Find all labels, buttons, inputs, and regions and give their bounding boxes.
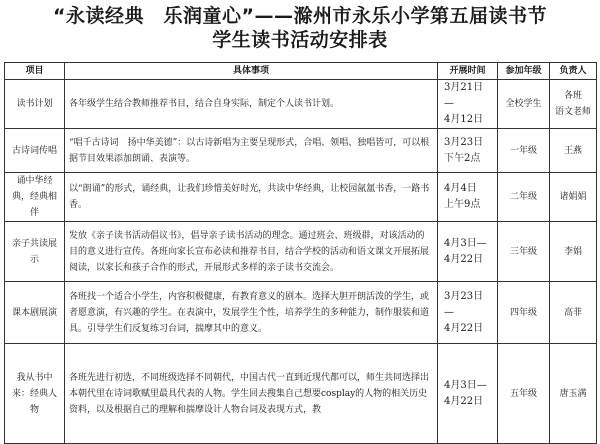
item-cell: 我从书中来：经典人物 bbox=[5, 344, 65, 444]
column-header-grade: 参加年级 bbox=[498, 63, 550, 80]
desc-cell: 各班先进行初选，不同班级选择不同朝代，中国古代一直到近现代都可以，师生共同选择出本朝代里在诗词歌赋里最具代表的人物。学生回去搜集自己想要cosplay的人物的相关历史资料，以及根据自己的理解和揣摩设计人物台词及表现方式，教 bbox=[65, 344, 438, 444]
column-header-item: 项目 bbox=[5, 63, 65, 80]
item-cell: 亲子共读展示 bbox=[5, 222, 65, 282]
item-cell: 古诗词传唱 bbox=[5, 129, 65, 173]
page bbox=[0, 4, 600, 415]
grade-cell: 四年级 bbox=[498, 282, 550, 344]
table-row bbox=[5, 282, 597, 344]
grade-cell: 全校学生 bbox=[498, 80, 550, 129]
desc-cell: 发放《亲子读书活动倡议书》，倡导亲子读书活动的理念。通过班会、班级群，对该活动的目的意义进行宣传。各班向家长宣布必读和推荐书目，结合学校的活动和语文课文开展拓展阅读，以家长和孩子合作的形式，开展形式多样的亲子读书交流会。 bbox=[65, 222, 438, 282]
desc-cell: “唱千古诗词 扬中华美德”：以古诗新唱为主要呈现形式，合唱、领唱、独唱皆可，可以根据节目效果添加朗诵、表演等。 bbox=[65, 129, 438, 173]
table-row bbox=[5, 129, 597, 173]
time-cell: 3月21日— 4月12日 bbox=[438, 80, 498, 129]
time-cell: 4月4日 上午9点 bbox=[438, 173, 498, 222]
table-row bbox=[5, 80, 597, 129]
page-title: “永读经典 乐润童心”——滁州市永乐小学第五届读书节 bbox=[53, 5, 547, 27]
grade-cell: 三年级 bbox=[498, 222, 550, 282]
owner-cell: 诸娟娟 bbox=[550, 173, 597, 222]
owner-cell: 李娟 bbox=[550, 222, 597, 282]
grade-cell: 一年级 bbox=[498, 129, 550, 173]
table-row bbox=[5, 344, 597, 444]
owner-cell: 高菲 bbox=[550, 282, 597, 344]
time-cell: 3月23日 下午2点 bbox=[438, 129, 498, 173]
grade-cell: 二年级 bbox=[498, 173, 550, 222]
desc-cell: 以“朗诵”的形式，诵经典，让我们珍惜美好时光，共读中华经典，让校园氤氲书香，一路书香。 bbox=[65, 173, 438, 222]
table-row bbox=[5, 173, 597, 222]
desc-cell: 各班找一个适合小学生，内容积极健康，有教育意义的剧本。选择大胆开朗活泼的学生，或者愿意演，有兴趣的学生。在表演中，发展学生个性，培养学生的多种能力，制作服装和道具。引导学生们反复练习台词，揣摩其中的意义。 bbox=[65, 282, 438, 344]
time-cell: 4月3日— 4月22日 bbox=[438, 222, 498, 282]
page-subtitle: 学生读书活动安排表 bbox=[212, 29, 388, 51]
owner-cell: 唐玉满 bbox=[550, 344, 597, 444]
table-row bbox=[5, 222, 597, 282]
schedule-table bbox=[4, 62, 597, 444]
column-header-time: 开展时间 bbox=[438, 63, 498, 80]
column-header-desc: 具体事项 bbox=[65, 63, 438, 80]
column-header-owner: 负责人 bbox=[550, 63, 597, 80]
grade-cell: 五年级 bbox=[498, 344, 550, 444]
owner-cell: 各班 语文老师 bbox=[550, 80, 597, 129]
item-cell: 诵中华经典，经典相伴 bbox=[5, 173, 65, 222]
time-cell: 4月3日— 4月22日 bbox=[438, 344, 498, 444]
item-cell: 读书计划 bbox=[5, 80, 65, 129]
table-header-row bbox=[5, 63, 597, 80]
time-cell: 3月23日— 4月22日 bbox=[438, 282, 498, 344]
owner-cell: 王燕 bbox=[550, 129, 597, 173]
desc-cell: 各年级学生结合教师推荐书目，结合自身实际，制定个人读书计划。 bbox=[65, 80, 438, 129]
item-cell: 课本剧展演 bbox=[5, 282, 65, 344]
